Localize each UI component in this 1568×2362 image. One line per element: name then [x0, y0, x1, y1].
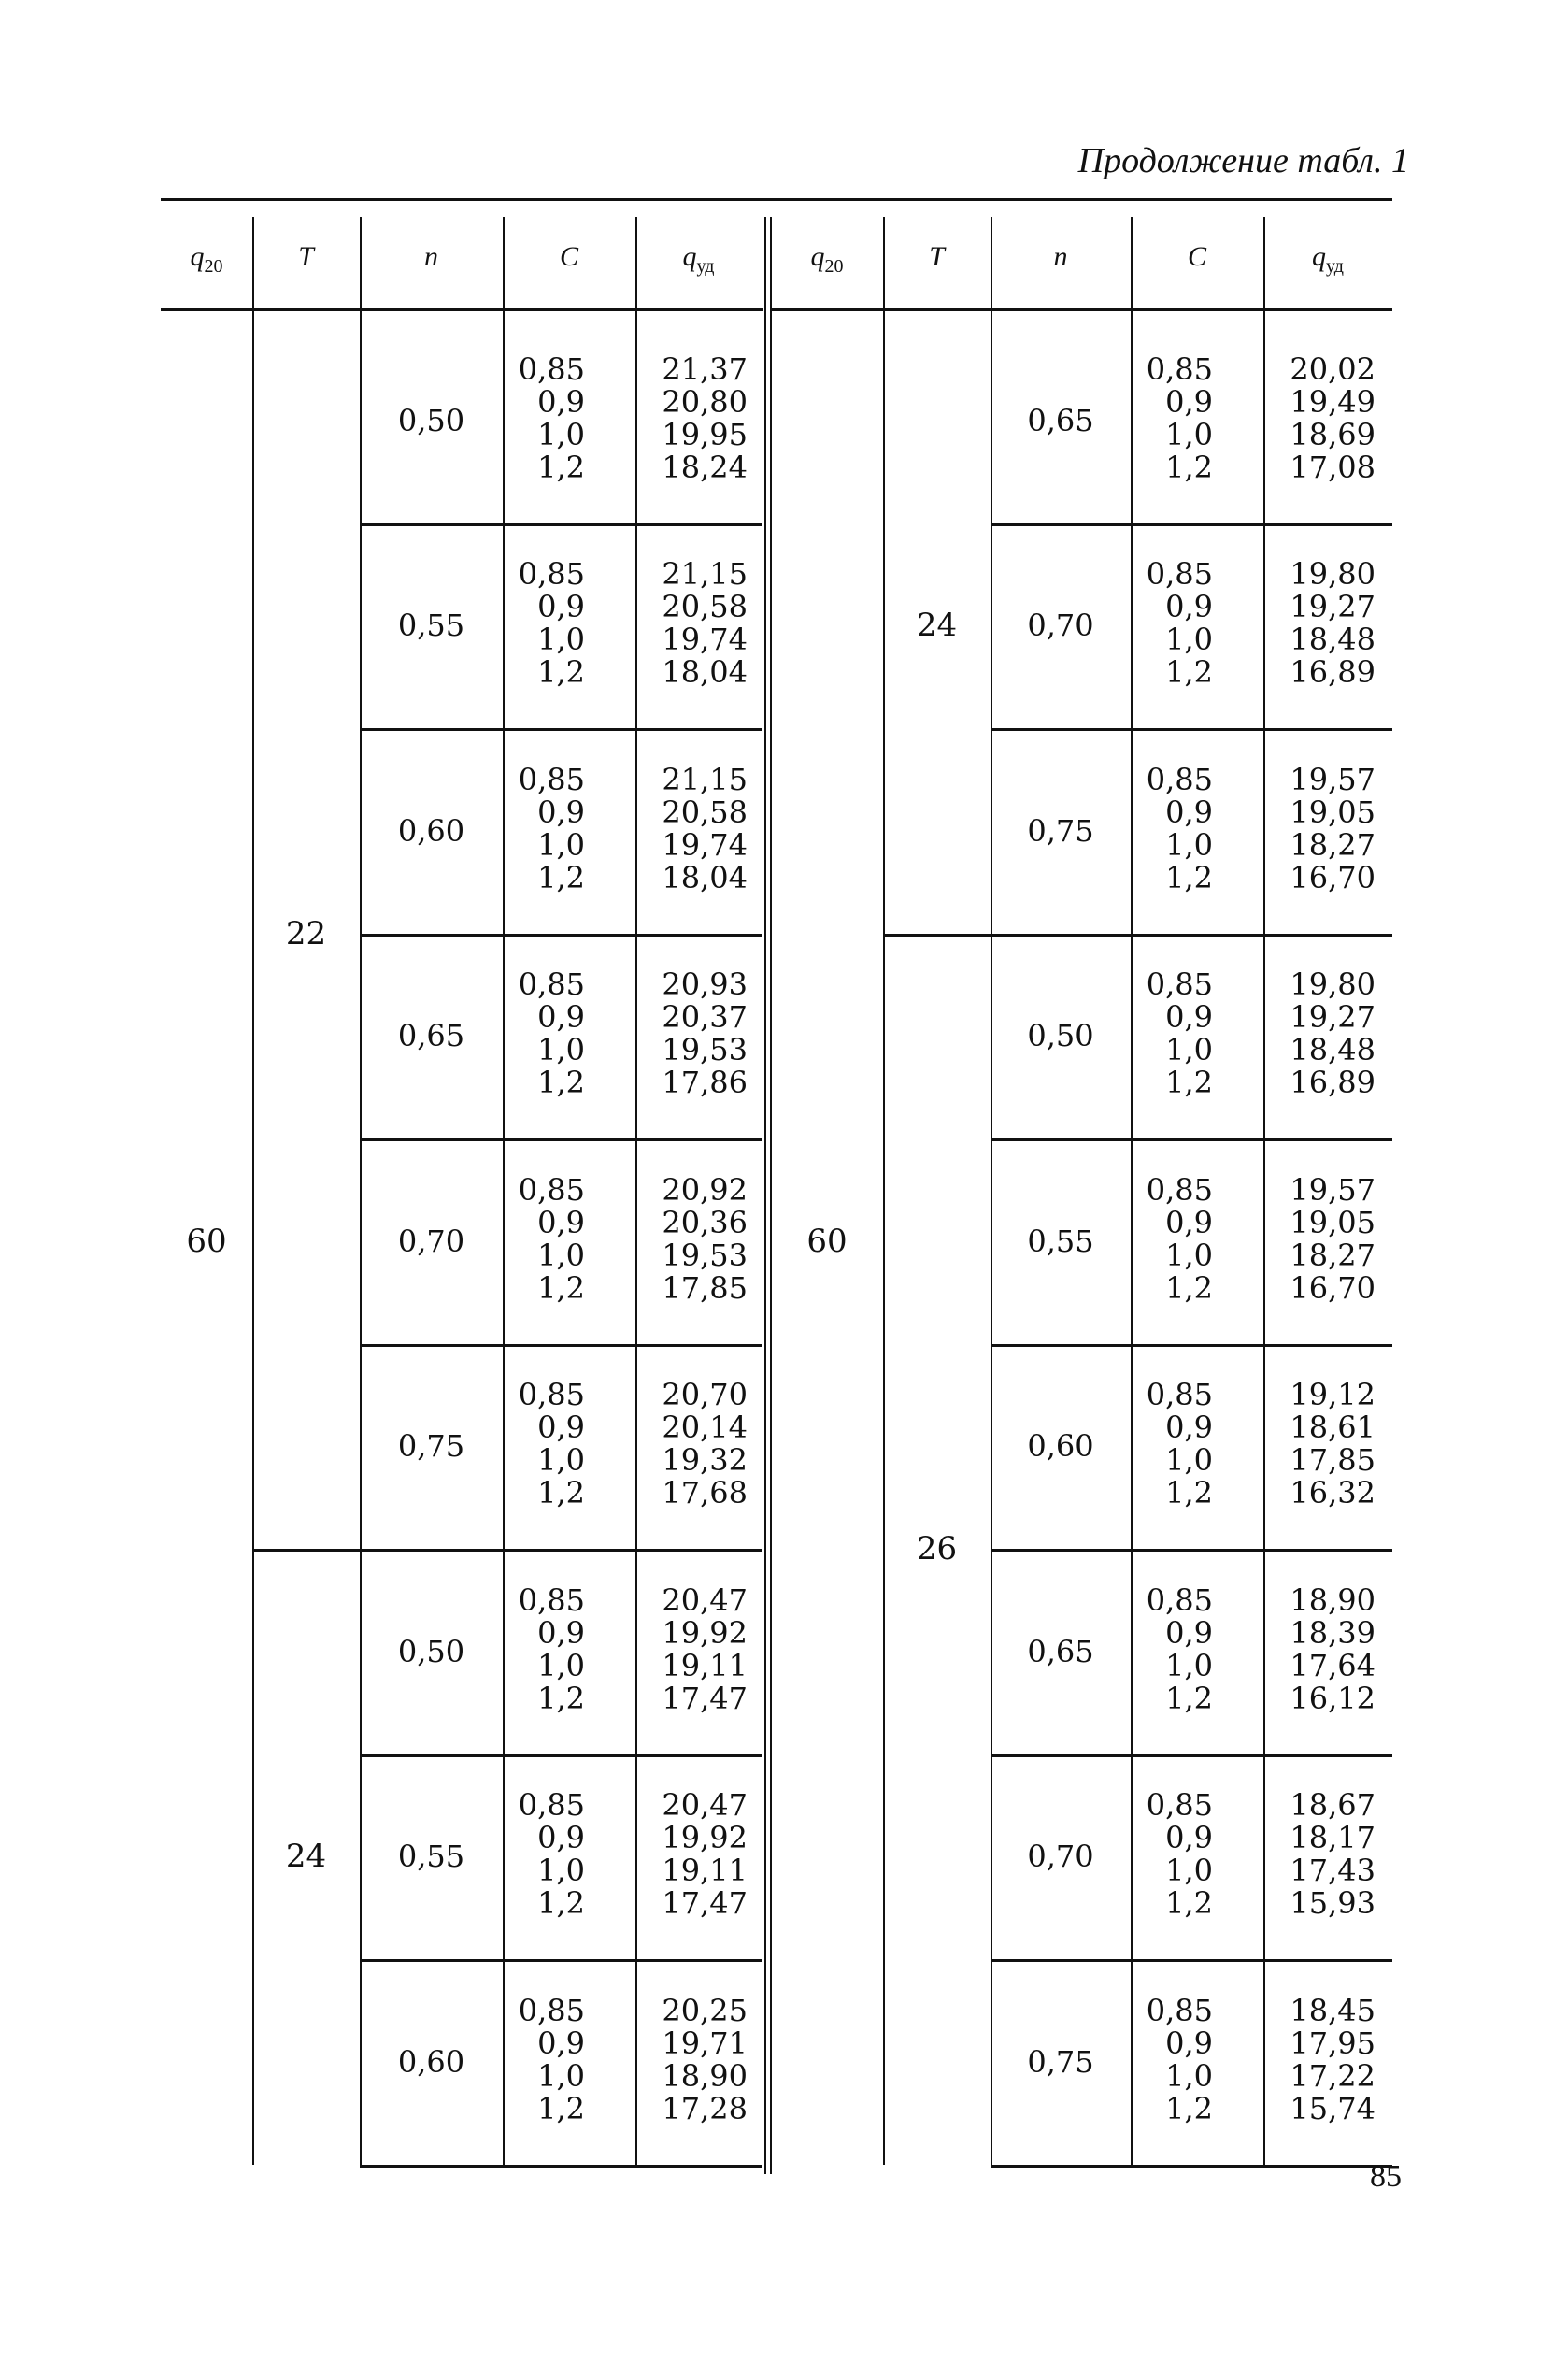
left-qud-values: [659, 1379, 748, 1510]
left-T-value: 22: [285, 914, 327, 952]
right-C-values: [1146, 1787, 1213, 1922]
qud-value: 20,80: [662, 383, 748, 420]
right-n-value: 0,70: [1027, 1839, 1094, 1875]
C-value: 0,85: [1146, 966, 1213, 1003]
qud-value: 16,70: [1290, 1269, 1376, 1306]
right-n-value: 0,75: [1027, 2043, 1094, 2080]
right-row-separator: [991, 1754, 1392, 1757]
left-row-separator: [360, 1754, 762, 1757]
right-C-values: [1146, 351, 1213, 485]
qud-value: 19,53: [662, 1237, 748, 1273]
qud-value: 18,17: [1290, 1820, 1376, 1856]
C-value: 1,2: [1165, 449, 1213, 485]
C-value: 0,85: [518, 1992, 585, 2028]
C-value: 0,9: [1165, 1614, 1213, 1651]
left-row-separator: [360, 728, 762, 731]
qud-value: 18,39: [1290, 1614, 1376, 1651]
right-row-separator: [991, 1344, 1392, 1347]
right-n-value: 0,60: [1027, 1428, 1094, 1465]
C-value: 0,85: [518, 351, 585, 387]
qud-value: 15,74: [1290, 2090, 1376, 2126]
C-value: 1,0: [1165, 1237, 1213, 1273]
qud-value: 18,48: [1290, 622, 1376, 658]
qud-value: 17,95: [1290, 2025, 1376, 2061]
qud-value: 18,61: [1290, 1410, 1376, 1446]
right-C-values: [1146, 1992, 1213, 2126]
left-n-value: 0,55: [397, 608, 465, 644]
qud-value: 19,92: [662, 1820, 748, 1856]
qud-value: 20,14: [662, 1410, 748, 1446]
C-value: 0,9: [1165, 1204, 1213, 1240]
left-n-value: 0,60: [397, 2043, 465, 2080]
qud-value: 21,15: [662, 761, 748, 797]
right-header-q20: $q_{20}$: [810, 241, 844, 277]
C-value: 1,0: [1165, 1442, 1213, 1479]
qud-value: 15,93: [1290, 1885, 1376, 1922]
C-value: 0,85: [1146, 1171, 1213, 1208]
C-value: 0,9: [1165, 999, 1213, 1036]
left-qud-values: [659, 558, 748, 689]
qud-value: 16,89: [1290, 1065, 1376, 1101]
left-qud-values: [659, 968, 748, 1099]
right-n-value: 0,75: [1027, 812, 1094, 849]
C-value: 0,9: [1165, 1820, 1213, 1856]
left-qud-values: [659, 761, 748, 895]
right-C-values: [1146, 556, 1213, 691]
left-row-separator: [360, 523, 762, 526]
C-value: 0,85: [518, 1787, 585, 1824]
right-qud-values: [1287, 353, 1376, 484]
C-value: 1,2: [537, 1065, 585, 1101]
C-value: 1,2: [1165, 1680, 1213, 1716]
qud-value: 17,64: [1290, 1647, 1376, 1683]
qud-value: 16,70: [1290, 859, 1376, 895]
left-C-values: [518, 351, 585, 485]
right-header-n: n: [1053, 241, 1068, 272]
C-value: 1,0: [537, 826, 585, 863]
right-C-values: [1146, 1582, 1213, 1716]
right-row-separator: [991, 523, 1392, 526]
qud-value: 19,74: [662, 622, 748, 658]
qud-value: 19,11: [662, 1853, 748, 1889]
C-value: 0,9: [1165, 1410, 1213, 1446]
qud-value: 20,25: [662, 1992, 748, 2028]
qud-value: 20,02: [1290, 351, 1376, 387]
left-header-T: T: [298, 241, 314, 272]
right-n-value: 0,55: [1027, 1223, 1094, 1259]
C-value: 1,2: [1165, 859, 1213, 895]
C-value: 1,0: [537, 622, 585, 658]
qud-value: 18,04: [662, 859, 748, 895]
left-vline-3: [635, 217, 637, 2165]
right-vline-3: [1263, 217, 1265, 2165]
qud-value: 19,71: [662, 2025, 748, 2061]
C-value: 1,2: [1165, 2090, 1213, 2126]
qud-value: 16,32: [1290, 1475, 1376, 1511]
left-n-value: 0,70: [397, 1223, 465, 1259]
right-qud-values: [1287, 761, 1376, 895]
qud-value: 17,43: [1290, 1853, 1376, 1889]
right-T-value: 24: [916, 607, 958, 645]
left-C-values: [518, 1992, 585, 2126]
qud-value: 19,74: [662, 826, 748, 863]
C-value: 1,0: [1165, 1032, 1213, 1068]
C-value: 0,9: [537, 383, 585, 420]
C-value: 0,9: [537, 1614, 585, 1651]
qud-value: 17,86: [662, 1065, 748, 1101]
left-header-C: C: [559, 241, 578, 272]
C-value: 1,0: [1165, 416, 1213, 452]
left-bottom-rule: [360, 2165, 762, 2168]
C-value: 1,0: [537, 1237, 585, 1273]
left-row-separator: [360, 934, 762, 937]
left-header-q20: $q_{20}$: [190, 241, 223, 277]
qud-value: 16,12: [1290, 1680, 1376, 1716]
right-qud-values: [1287, 1992, 1376, 2126]
qud-value: 16,89: [1290, 654, 1376, 691]
qud-value: 17,85: [662, 1269, 748, 1306]
C-value: 0,85: [1146, 351, 1213, 387]
qud-value: 19,92: [662, 1614, 748, 1651]
left-n-value: 0,55: [397, 1839, 465, 1875]
qud-value: 17,08: [1290, 449, 1376, 485]
left-vline-1: [360, 217, 362, 2165]
C-value: 0,85: [1146, 761, 1213, 797]
table-continuation-caption: Продолжение табл. 1: [1077, 141, 1409, 180]
right-T-value: 26: [916, 1530, 958, 1568]
left-C-values: [518, 1377, 585, 1511]
right-n-value: 0,70: [1027, 608, 1094, 644]
C-value: 1,2: [537, 1269, 585, 1306]
C-value: 0,9: [537, 1204, 585, 1240]
page-number: 85: [1370, 2159, 1402, 2194]
qud-value: 19,95: [662, 416, 748, 452]
left-q20-value: 60: [186, 1222, 227, 1260]
left-vline-2: [503, 217, 505, 2165]
left-T-value: 24: [285, 1838, 327, 1876]
right-C-values: [1146, 1171, 1213, 1306]
left-qud-values: [659, 1992, 748, 2126]
qud-value: 17,28: [662, 2090, 748, 2126]
qud-value: 20,93: [662, 966, 748, 1003]
qud-value: 17,47: [662, 1885, 748, 1922]
qud-value: 18,48: [1290, 1032, 1376, 1068]
C-value: 1,0: [1165, 1853, 1213, 1889]
qud-value: 18,45: [1290, 1992, 1376, 2028]
right-n-value: 0,50: [1027, 1018, 1094, 1054]
left-row-separator: [360, 1344, 762, 1347]
qud-value: 19,12: [1290, 1377, 1376, 1413]
right-qud-values: [1287, 1789, 1376, 1920]
C-value: 1,2: [537, 1475, 585, 1511]
C-value: 1,0: [537, 2057, 585, 2094]
qud-value: 20,47: [662, 1582, 748, 1618]
right-qud-values: [1287, 968, 1376, 1099]
qud-value: 20,47: [662, 1787, 748, 1824]
left-qud-values: [659, 353, 748, 484]
C-value: 1,0: [537, 1853, 585, 1889]
qud-value: 19,53: [662, 1032, 748, 1068]
C-value: 0,9: [1165, 794, 1213, 830]
qud-value: 19,05: [1290, 794, 1376, 830]
C-value: 1,2: [1165, 1065, 1213, 1101]
C-value: 0,9: [1165, 2025, 1213, 2061]
qud-value: 18,24: [662, 449, 748, 485]
C-value: 1,2: [537, 449, 585, 485]
C-value: 0,85: [1146, 1992, 1213, 2028]
header-rule-right: [771, 308, 1392, 311]
C-value: 1,2: [1165, 1269, 1213, 1306]
right-qud-values: [1287, 1379, 1376, 1510]
left-header-n: n: [424, 241, 438, 272]
C-value: 0,9: [537, 999, 585, 1036]
C-value: 0,85: [518, 966, 585, 1003]
C-value: 1,0: [1165, 622, 1213, 658]
C-value: 0,9: [1165, 589, 1213, 625]
qud-value: 19,27: [1290, 999, 1376, 1036]
qud-value: 19,57: [1290, 761, 1376, 797]
qud-value: 18,27: [1290, 1237, 1376, 1273]
header-rule-left: [161, 308, 763, 311]
right-C-values: [1146, 1377, 1213, 1511]
right-C-values: [1146, 761, 1213, 895]
right-q20-value: 60: [806, 1222, 848, 1260]
qud-value: 20,36: [662, 1204, 748, 1240]
right-row-separator: [991, 1138, 1392, 1141]
qud-value: 19,05: [1290, 1204, 1376, 1240]
qud-value: 19,32: [662, 1442, 748, 1479]
qud-value: 21,15: [662, 556, 748, 593]
qud-value: 17,85: [1290, 1442, 1376, 1479]
right-qud-values: [1287, 1584, 1376, 1715]
left-qud-values: [659, 1584, 748, 1715]
left-vline-0: [252, 217, 254, 2165]
left-C-values: [518, 556, 585, 691]
qud-value: 18,04: [662, 654, 748, 691]
C-value: 1,2: [537, 1680, 585, 1716]
top-rule: [161, 198, 1392, 201]
right-n-value: 0,65: [1027, 402, 1094, 438]
C-value: 0,9: [537, 794, 585, 830]
C-value: 1,0: [1165, 2057, 1213, 2094]
C-value: 0,85: [518, 1171, 585, 1208]
left-C-values: [518, 966, 585, 1101]
qud-value: 19,11: [662, 1647, 748, 1683]
qud-value: 20,92: [662, 1171, 748, 1208]
qud-value: 20,58: [662, 794, 748, 830]
C-value: 1,0: [1165, 826, 1213, 863]
right-bottom-rule: [991, 2165, 1392, 2168]
C-value: 1,0: [537, 1442, 585, 1479]
C-value: 1,0: [537, 1647, 585, 1683]
left-n-value: 0,50: [397, 402, 465, 438]
qud-value: 19,80: [1290, 556, 1376, 593]
right-header-C: C: [1187, 241, 1206, 272]
left-n-value: 0,60: [397, 812, 465, 849]
C-value: 1,2: [537, 859, 585, 895]
right-group-separator: [883, 934, 1392, 937]
left-C-values: [518, 1787, 585, 1922]
qud-value: 20,70: [662, 1377, 748, 1413]
qud-value: 18,90: [662, 2057, 748, 2094]
C-value: 0,85: [1146, 556, 1213, 593]
C-value: 1,2: [537, 654, 585, 691]
qud-value: 17,68: [662, 1475, 748, 1511]
C-value: 0,9: [537, 2025, 585, 2061]
qud-value: 20,58: [662, 589, 748, 625]
left-C-values: [518, 1582, 585, 1716]
qud-value: 19,49: [1290, 383, 1376, 420]
right-n-value: 0,65: [1027, 1633, 1094, 1669]
right-header-qud: $q_{уд}$: [1312, 241, 1344, 277]
C-value: 0,85: [518, 761, 585, 797]
C-value: 1,0: [537, 1032, 585, 1068]
C-value: 0,9: [537, 589, 585, 625]
C-value: 0,85: [518, 1377, 585, 1413]
left-n-value: 0,65: [397, 1018, 465, 1054]
right-vline-1: [991, 217, 992, 2165]
center-double-line-b: [770, 217, 772, 2174]
qud-value: 20,37: [662, 999, 748, 1036]
right-vline-2: [1131, 217, 1133, 2165]
right-row-separator: [991, 1959, 1392, 1962]
C-value: 0,85: [518, 556, 585, 593]
left-C-values: [518, 1171, 585, 1306]
qud-value: 19,27: [1290, 589, 1376, 625]
qud-value: 18,69: [1290, 416, 1376, 452]
center-double-line-a: [764, 217, 766, 2174]
qud-value: 18,67: [1290, 1787, 1376, 1824]
left-qud-values: [659, 1789, 748, 1920]
C-value: 1,2: [1165, 1885, 1213, 1922]
right-header-T: T: [929, 241, 945, 272]
left-qud-values: [659, 1171, 748, 1306]
C-value: 0,9: [537, 1820, 585, 1856]
right-row-separator: [991, 728, 1392, 731]
left-header-qud: $q_{уд}$: [682, 241, 715, 277]
C-value: 0,85: [518, 1582, 585, 1618]
left-n-value: 0,50: [397, 1633, 465, 1669]
qud-value: 19,80: [1290, 966, 1376, 1003]
right-row-separator: [991, 1549, 1392, 1552]
left-group-separator: [252, 1549, 762, 1552]
C-value: 1,2: [537, 1885, 585, 1922]
C-value: 1,2: [1165, 654, 1213, 691]
C-value: 1,0: [537, 416, 585, 452]
qud-value: 18,27: [1290, 826, 1376, 863]
C-value: 1,2: [1165, 1475, 1213, 1511]
C-value: 0,9: [1165, 383, 1213, 420]
C-value: 0,85: [1146, 1377, 1213, 1413]
qud-value: 17,22: [1290, 2057, 1376, 2094]
qud-value: 18,90: [1290, 1582, 1376, 1618]
right-qud-values: [1287, 558, 1376, 689]
right-qud-values: [1287, 1171, 1376, 1306]
left-row-separator: [360, 1138, 762, 1141]
right-vline-0: [883, 217, 885, 2165]
left-n-value: 0,75: [397, 1428, 465, 1465]
C-value: 0,9: [537, 1410, 585, 1446]
left-C-values: [518, 761, 585, 895]
left-row-separator: [360, 1959, 762, 1962]
C-value: 1,2: [537, 2090, 585, 2126]
C-value: 0,85: [1146, 1582, 1213, 1618]
qud-value: 19,57: [1290, 1171, 1376, 1208]
C-value: 1,0: [1165, 1647, 1213, 1683]
qud-value: 17,47: [662, 1680, 748, 1716]
qud-value: 21,37: [662, 351, 748, 387]
C-value: 0,85: [1146, 1787, 1213, 1824]
right-C-values: [1146, 966, 1213, 1101]
